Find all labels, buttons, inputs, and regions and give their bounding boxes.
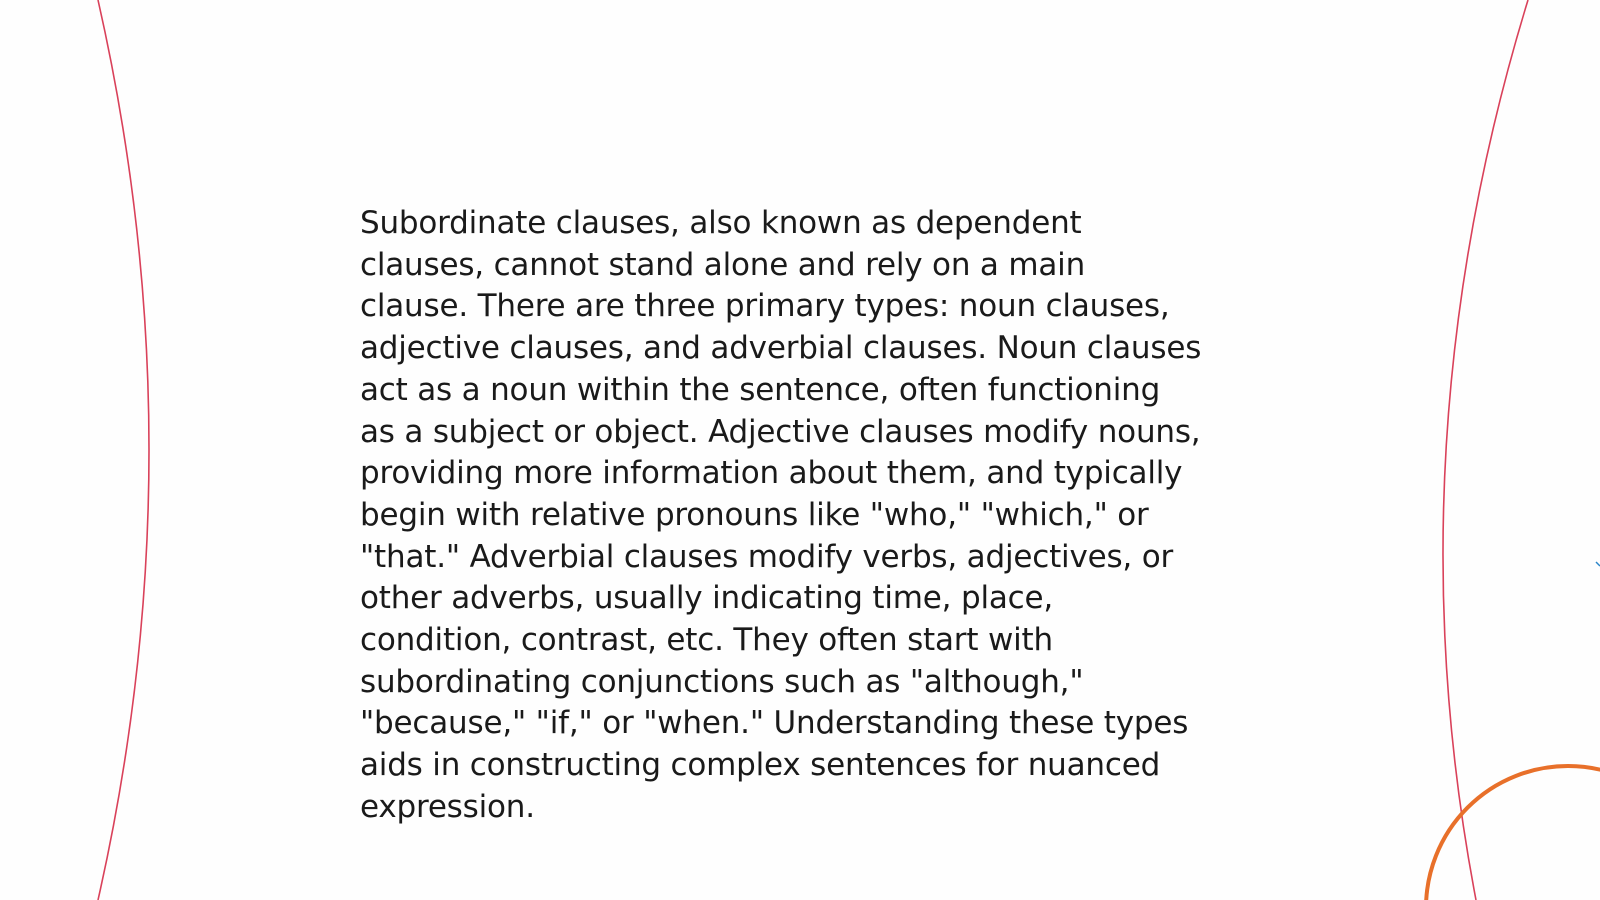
paragraph-line: clause. There are three primary types: noun clauses, <box>360 288 1170 325</box>
paragraph-line: "because," "if," or "when." Understanding these types <box>360 705 1189 742</box>
corner-arc <box>1426 766 1600 900</box>
paragraph-line: clauses, cannot stand alone and rely on a main <box>360 246 1086 283</box>
paragraph-line: "that." Adverbial clauses modify verbs, adjectives, or <box>360 538 1174 575</box>
paragraph-line: aids in constructing complex sentences for nuanced <box>360 747 1161 784</box>
paragraph-line: begin with relative pronouns like "who," "which," or <box>360 496 1149 533</box>
left-curve-line <box>98 0 149 900</box>
paragraph-line: Subordinate clauses, also known as dependent <box>360 205 1082 241</box>
paragraph-line: act as a noun within the sentence, often functioning <box>360 371 1161 408</box>
paragraph-line: expression. <box>360 788 535 825</box>
paragraph-line: other adverbs, usually indicating time, place, <box>360 580 1054 617</box>
paragraph-line: subordinating conjunctions such as "although," <box>360 663 1084 700</box>
paragraph-line: condition, contrast, etc. They often start with <box>360 622 1053 659</box>
right-curve-line <box>1443 0 1528 900</box>
paragraph-line: providing more information about them, and typically <box>360 455 1183 492</box>
paragraph-line: as a subject or object. Adjective clauses modify nouns, <box>360 413 1201 450</box>
paragraph-line: adjective clauses, and adverbial clauses. Noun clauses <box>360 330 1202 367</box>
body-paragraph <box>360 203 1260 829</box>
right-edge-tick <box>1596 562 1600 566</box>
